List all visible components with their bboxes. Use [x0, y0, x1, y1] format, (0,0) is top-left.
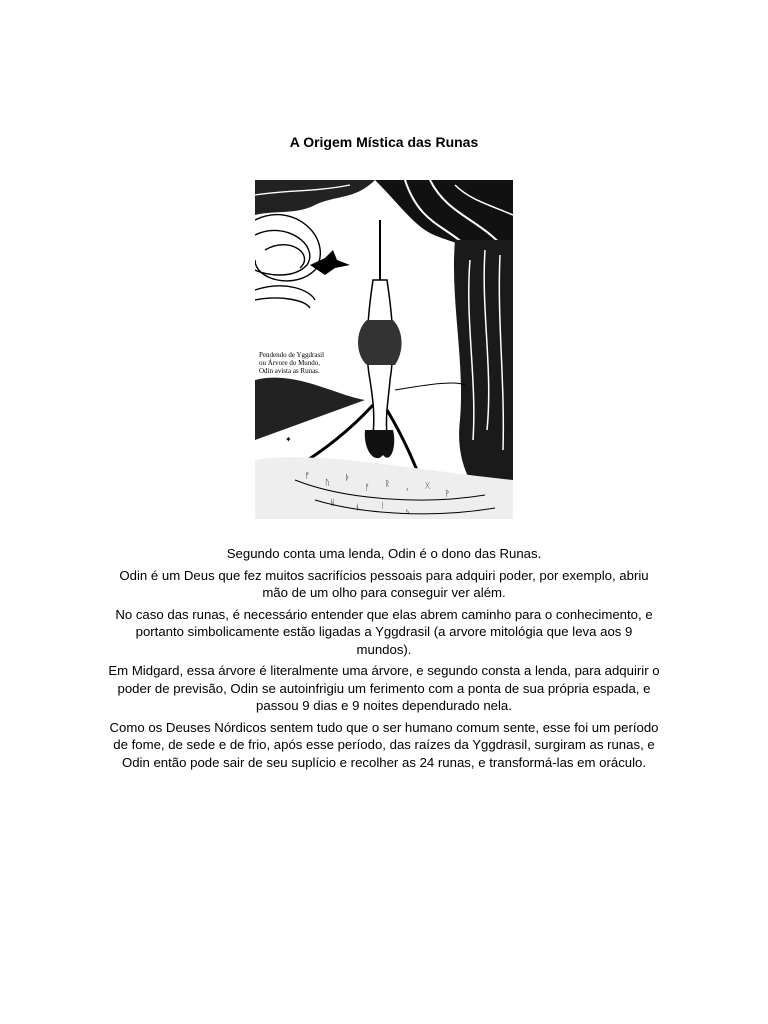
paragraph-5: Como os Deuses Nórdicos sentem tudo que o ser humano comum sente, esse foi um período de fome, de sede e de frio, após esse período, das raízes da Yggdrasil, surgiram as runas, e Odin então pode sair de seu suplício e recolher as 24 runas, e transformá-las em oráculo. — [109, 719, 659, 770]
paragraph-4: Em Midgard, essa árvore é literalmente uma árvore, e segundo consta a lenda, para adquirir o poder de previsão, Odin se autoinfrigiu um ferimento com a ponta de sua própria espada, e passou 9 dias e 9 noites dependurado nela. — [108, 663, 660, 713]
svg-text:ᚲ: ᚲ — [405, 485, 410, 494]
illustration-caption-line-3: Odin avista as Runas. — [259, 367, 320, 375]
svg-text:ᚦ: ᚦ — [345, 473, 350, 482]
paragraph-2: Odin é um Deus que fez muitos sacrifícios pessoais para adquiri poder, por exemplo, abriu mão de um olho para conseguir ver além. — [119, 567, 649, 600]
paragraph-3: No caso das runas, é necessário entender que elas abrem caminho para o conhecimento, e portanto simbolicamente estão ligadas a Yggdrasil (a arvore mitológia que leva aos 9 mundos). — [115, 606, 653, 657]
illustration-caption-line-2: ou Árvore do Mundo, — [259, 359, 321, 367]
svg-text:ᚾ: ᚾ — [355, 503, 360, 512]
odin-yggdrasil-illustration — [255, 180, 513, 519]
body-text — [108, 545, 660, 775]
page-title: A Origem Mística das Runas — [289, 134, 479, 150]
svg-text:ᛃ: ᛃ — [405, 507, 410, 516]
svg-text:ᚱ: ᚱ — [385, 479, 390, 488]
svg-text:ᚹ: ᚹ — [445, 489, 450, 498]
paragraph-1: Segundo conta uma lenda, Odin é o dono das Runas. — [226, 546, 542, 561]
illustration-drawing — [255, 180, 513, 519]
svg-text:ᚷ: ᚷ — [425, 481, 430, 490]
svg-text:ᚨ: ᚨ — [365, 483, 370, 492]
svg-text:ᚺ: ᚺ — [330, 498, 335, 507]
svg-text:ᚠ: ᚠ — [305, 471, 310, 480]
svg-text:ᛁ: ᛁ — [380, 501, 385, 510]
svg-text:✦: ✦ — [285, 435, 292, 444]
illustration-caption-line-1: Pendendo de Yggdrasil — [259, 351, 325, 359]
svg-text:ᚢ: ᚢ — [325, 478, 330, 487]
